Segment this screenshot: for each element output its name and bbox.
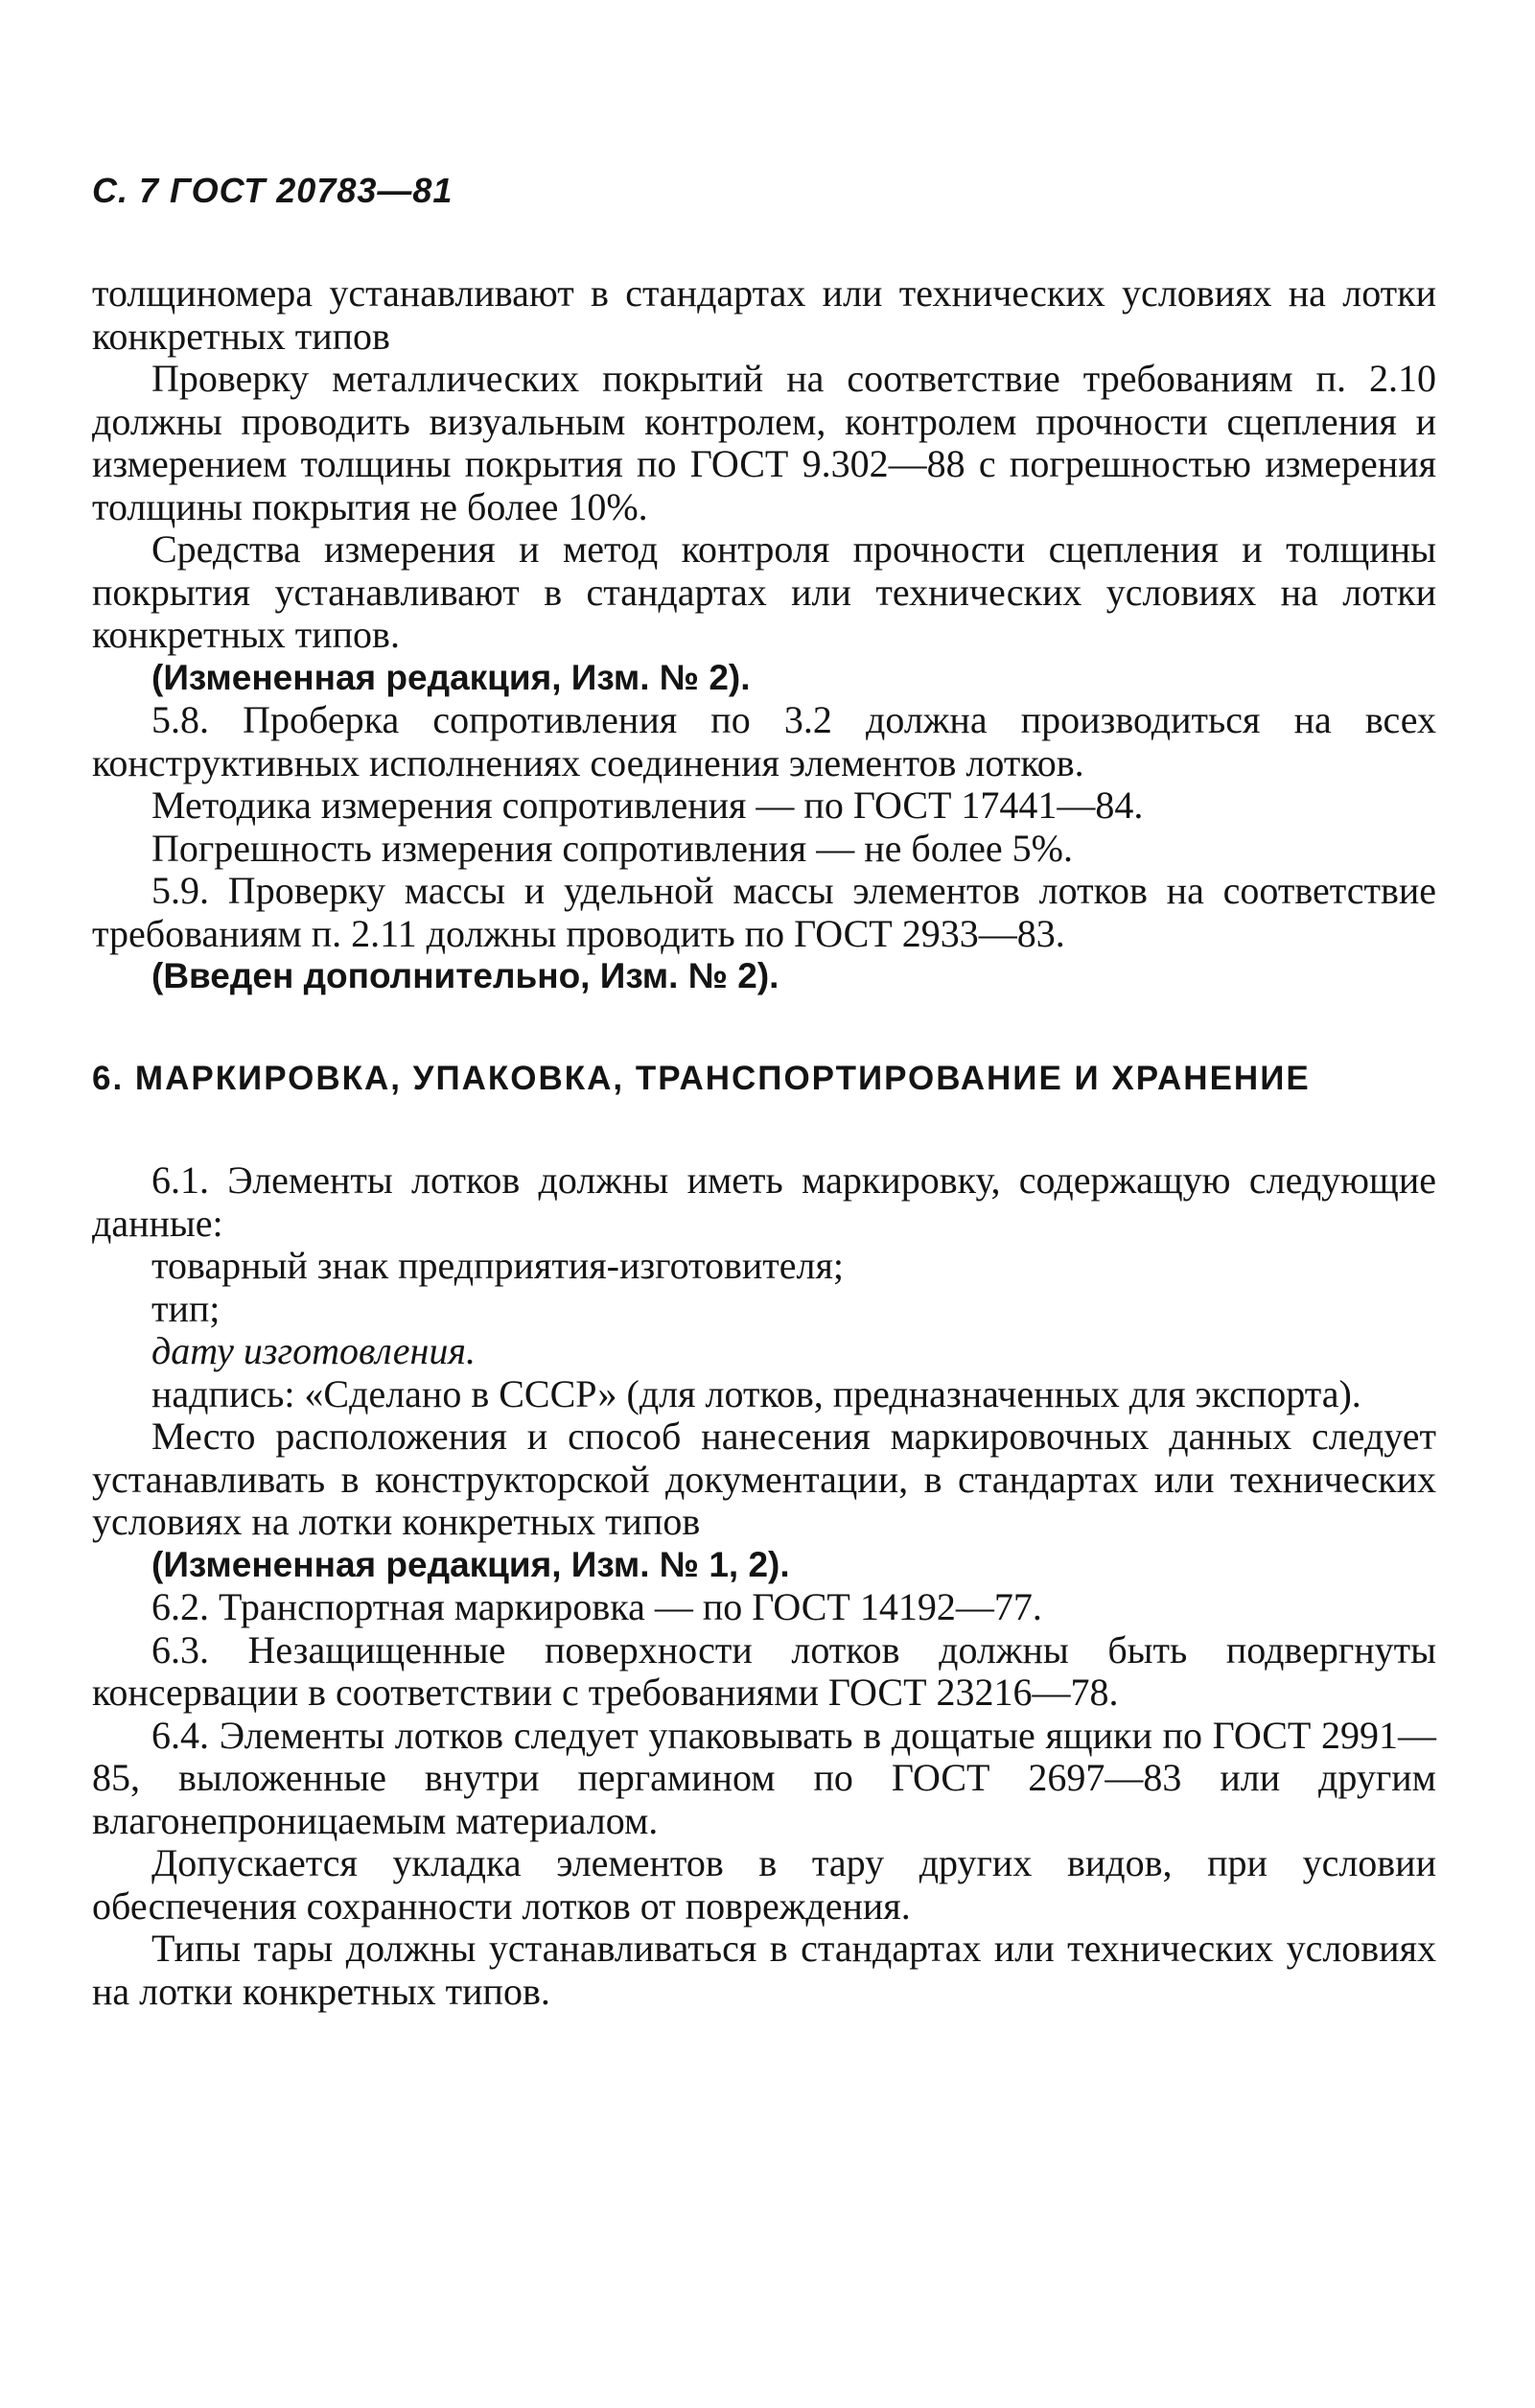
paragraph-coating-check: Проверку металлических покрытий на соответствие требованиям п. 2.10 должны проводить визуальным контролем, контролем прочности сцепления и измерением толщины покрытия по ГОСТ 9.302—88 с погрешностью измерения толщины покрытия не более 10%. bbox=[92, 357, 1436, 528]
section-heading: 6. МАРКИРОВКА, УПАКОВКА, ТРАНСПОРТИРОВАНИЕ И ХРАНЕНИЕ bbox=[92, 1059, 1311, 1097]
page-header: С. 7 ГОСТ 20783—81 bbox=[92, 171, 454, 210]
paragraph-error: Погрешность измерения сопротивления — не более 5%. bbox=[151, 826, 1073, 870]
paragraph-measurement-means: Средства измерения и метод контроля прочности сцепления и толщины покрытия устанавливают в стандартах или технических условиях на лотки конкретных типов. bbox=[92, 527, 1436, 656]
amendment-note: (Измененная редакция, Изм. № 1, 2). bbox=[151, 1544, 790, 1584]
amendment-note: (Введен дополнительно, Изм. № 2). bbox=[151, 956, 779, 995]
document-body bbox=[92, 272, 1436, 2013]
paragraph-method: Методика измерения сопротивления — по ГОСТ 17441—84. bbox=[151, 783, 1144, 827]
list-item: надпись: «Сделано в СССР» (для лотков, предназначенных для экспорта). bbox=[151, 1371, 1361, 1415]
clause-6-2: 6.2. Транспортная маркировка — по ГОСТ 14192—77. bbox=[151, 1585, 1042, 1628]
clause-5-9: 5.9. Проверку массы и удельной массы элементов лотков на соответствие требованиям п. 2.11 должны проводить по ГОСТ 2933—83. bbox=[92, 869, 1436, 955]
amendment-note: (Измененная редакция, Изм. № 2). bbox=[151, 657, 751, 697]
list-item: товарный знак предприятия-изготовителя; bbox=[151, 1244, 844, 1287]
paragraph-marking-location: Место расположения и способ нанесения маркировочных данных следует устанавливать в конструкторской документации, в стандартах или технических условиях на лотки конкретных типов bbox=[92, 1414, 1436, 1543]
list-item: тип; bbox=[151, 1286, 221, 1330]
paragraph-packaging-types: Типы тары должны устанавливаться в стандартах или технических условиях на лотки конкретных типов. bbox=[92, 1927, 1436, 2013]
clause-6-4: 6.4. Элементы лотков следует упаковывать в дощатые ящики по ГОСТ 2991—85, выложенные внутри пергамином по ГОСТ 2697—83 или другим влагонепроницаемым материалом. bbox=[92, 1713, 1436, 1842]
paragraph-other-packaging: Допускается укладка элементов в тару других видов, при условии обеспечения сохранности лотков от повреждения. bbox=[92, 1841, 1436, 1928]
clause-5-8: 5.8. Проберка сопротивления по 3.2 должна производиться на всех конструктивных исполнениях соединения элементов лотков. bbox=[92, 698, 1436, 784]
clause-6-3: 6.3. Незащищенные поверхности лотков должны быть подвергнуты консервации в соответствии с требованиями ГОСТ 23216—78. bbox=[92, 1627, 1436, 1714]
clause-6-1: 6.1. Элементы лотков должны иметь маркировку, содержащую следующие данные: bbox=[92, 1158, 1436, 1245]
paragraph-thickness-gauge: толщиномера устанавливают в стандартах или технических условиях на лотки конкретных типов bbox=[92, 271, 1436, 358]
list-item: дату изготовления. bbox=[151, 1329, 476, 1372]
